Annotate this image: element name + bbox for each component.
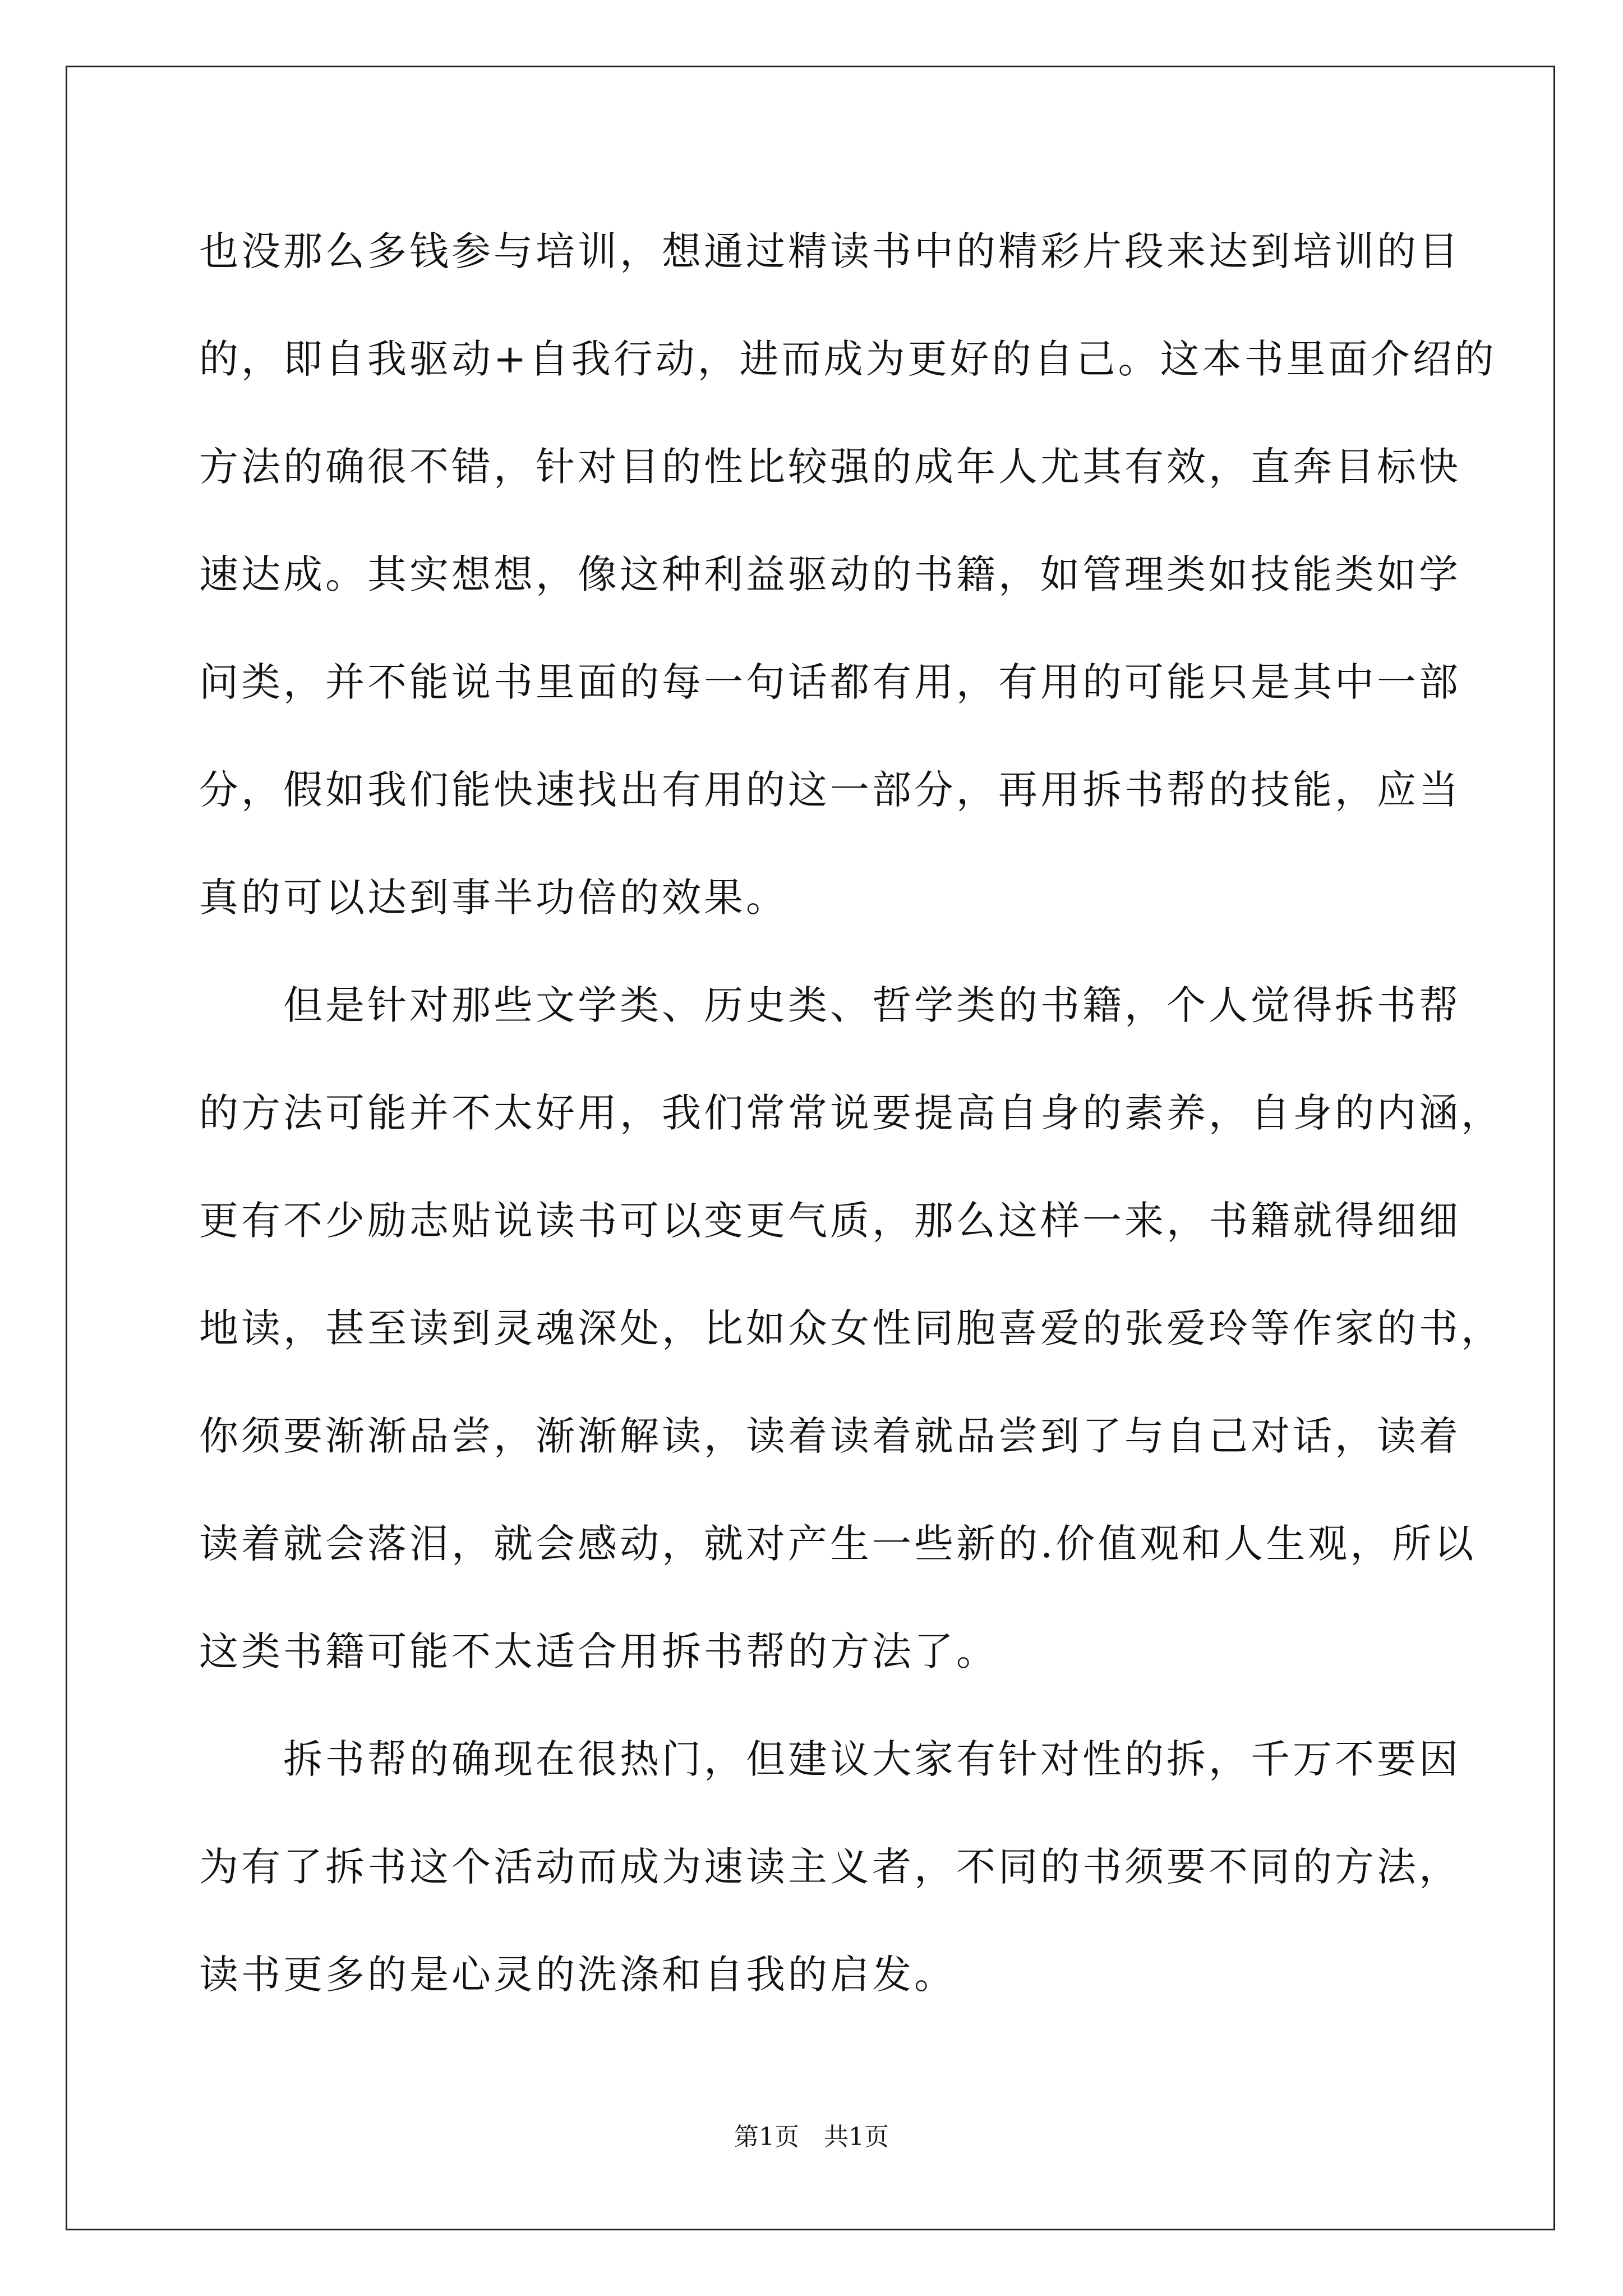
text-line: 更有不少励志贴说读书可以变更气质，那么这样一来，书籍就得细细 <box>199 1198 1461 1244</box>
text-line: 的，即自我驱动+自我行动，进而成为更好的自己。这本书里面介绍的 <box>199 336 1497 382</box>
text-line: 的方法可能并不太好用，我们常常说要提高自身的素养，自身的内涵， <box>199 1090 1503 1136</box>
page-number-footer: 第1页 共1页 <box>734 2123 889 2151</box>
text-line: 问类，并不能说书里面的每一句话都有用，有用的可能只是其中一部 <box>199 659 1461 705</box>
text-line: 这类书籍可能不太适合用拆书帮的方法了。 <box>199 1628 998 1674</box>
text-line: 分，假如我们能快速找出有用的这一部分，再用拆书帮的技能，应当 <box>199 767 1461 813</box>
text-line: 你须要渐渐品尝，渐渐解读，读着读着就品尝到了与自己对话，读着 <box>199 1413 1461 1459</box>
text-line: 读书更多的是心灵的洗涤和自我的启发。 <box>199 1952 956 1998</box>
text-line: 速达成。其实想想，像这种利益驱动的书籍，如管理类如技能类如学 <box>199 551 1461 597</box>
text-line: 真的可以达到事半功倍的效果。 <box>199 875 788 921</box>
document-body <box>199 197 1503 2028</box>
text-line: 地读，甚至读到灵魂深处，比如众女性同胞喜爱的张爱玲等作家的书， <box>199 1305 1503 1351</box>
text-line: 读着就会落泪，就会感动，就对产生一些新的.价值观和人生观，所以 <box>199 1521 1477 1567</box>
text-line: 拆书帮的确现在很热门，但建议大家有针对性的拆，千万不要因 <box>199 1736 1461 1782</box>
text-line: 也没那么多钱参与培训，想通过精读书中的精彩片段来达到培训的目 <box>199 228 1461 274</box>
text-line: 为有了拆书这个活动而成为速读主义者，不同的书须要不同的方法， <box>199 1844 1461 1890</box>
text-line: 但是针对那些文学类、历史类、哲学类的书籍，个人觉得拆书帮 <box>199 982 1461 1028</box>
text-line: 方法的确很不错，针对目的性比较强的成年人尤其有效，直奔目标快 <box>199 444 1461 490</box>
